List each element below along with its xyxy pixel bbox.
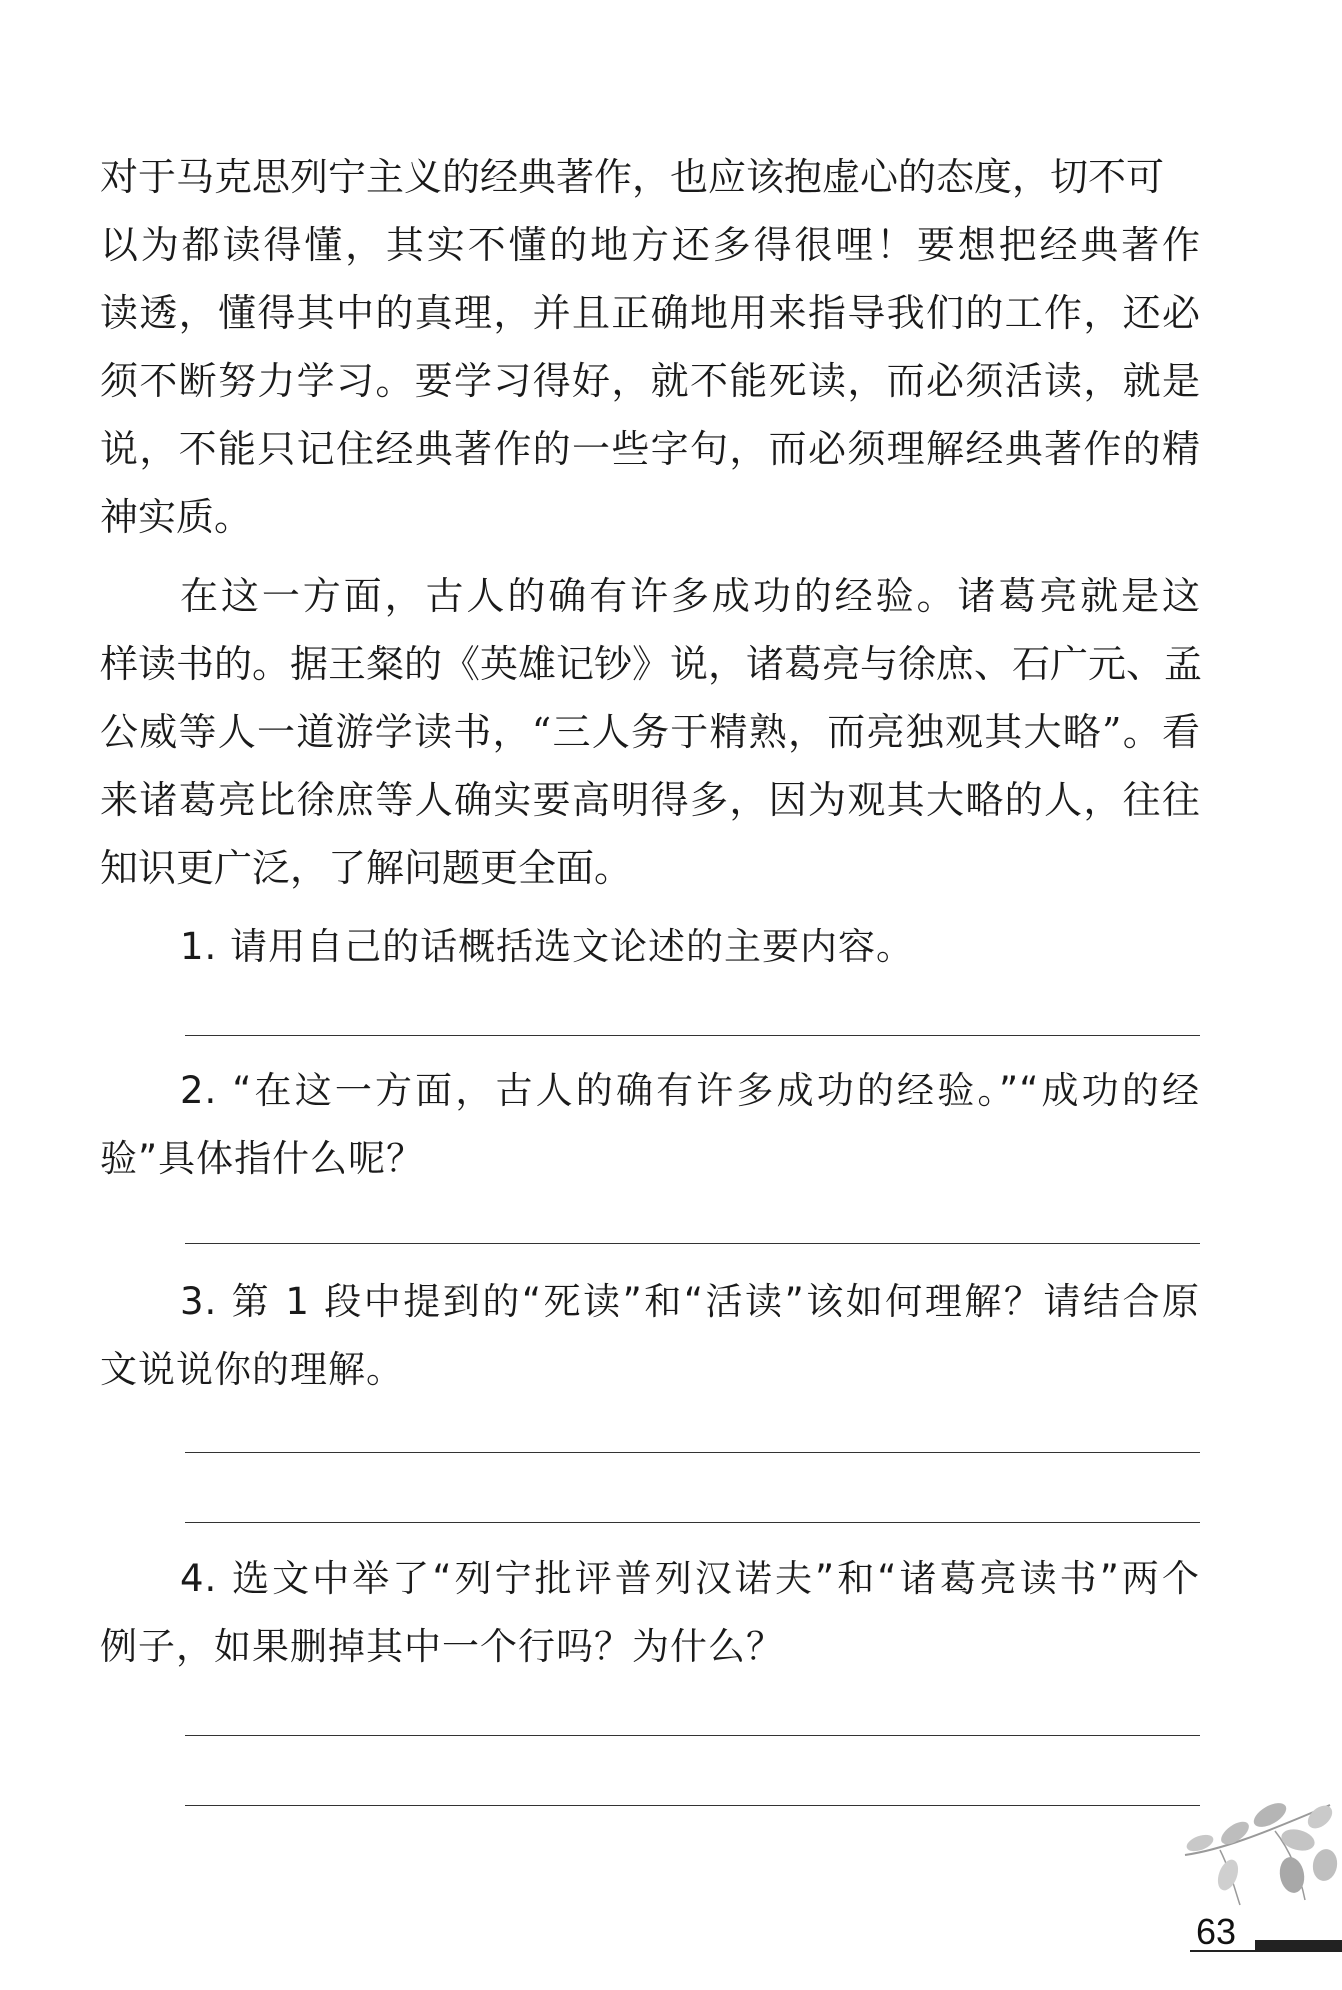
passage-p1-line-1: 对于马克思列宁主义的经典著作，也应该抱虚心的态度，切不可 xyxy=(100,155,1165,199)
passage-p2-line-3: 公威等人一道游学读书，“三人务于精熟，而亮独观其大略”。看 xyxy=(100,710,1200,754)
passage-p1-line-2: 以为都读得懂，其实不懂的地方还多得很哩！要想把经典著作 xyxy=(100,223,1200,267)
leaf-branch-icon xyxy=(1180,1795,1342,1915)
passage-p2-line-4: 来诸葛亮比徐庶等人确实要高明得多，因为观其大略的人，往往 xyxy=(100,778,1200,822)
question-2-line-2: 验”具体指什么呢？ xyxy=(100,1137,425,1180)
question-4-line-1: 4. 选文中举了“列宁批评普列汉诺夫”和“诸葛亮读书”两个 xyxy=(180,1557,1200,1600)
footer-bar xyxy=(1255,1940,1342,1951)
passage-p1-line-3: 读透，懂得其中的真理，并且正确地用来指导我们的工作，还必 xyxy=(100,291,1200,335)
passage-p1-line-4: 须不断努力学习。要学习得好，就不能死读，而必须活读，就是 xyxy=(100,359,1200,403)
page-number: 63 xyxy=(1196,1911,1237,1952)
passage-p2-line-1: 在这一方面，古人的确有许多成功的经验。诸葛亮就是这 xyxy=(180,574,1200,618)
passage-p1-line-6: 神实质。 xyxy=(100,495,253,539)
question-3-line-1: 3. 第 1 段中提到的“死读”和“活读”该如何理解？请结合原 xyxy=(180,1280,1200,1323)
answer-line-q4-1[interactable] xyxy=(185,1735,1200,1736)
passage-p2-line-5: 知识更广泛，了解问题更全面。 xyxy=(100,846,633,890)
answer-line-q4-2[interactable] xyxy=(185,1805,1200,1806)
passage-p2-line-2: 样读书的。据王粲的《英雄记钞》说，诸葛亮与徐庶、石广元、孟 xyxy=(100,642,1203,686)
answer-line-q2[interactable] xyxy=(185,1243,1200,1244)
passage-p1-line-5: 说，不能只记住经典著作的一些字句，而必须理解经典著作的精 xyxy=(100,427,1200,471)
question-3-line-2: 文说说你的理解。 xyxy=(100,1348,404,1391)
answer-line-q3-2[interactable] xyxy=(185,1522,1200,1523)
question-1-text: 1. 请用自己的话概括选文论述的主要内容。 xyxy=(180,925,915,968)
answer-line-q1[interactable] xyxy=(185,1035,1200,1036)
question-4-line-2: 例子，如果删掉其中一个行吗？为什么？ xyxy=(100,1625,784,1668)
answer-line-q3-1[interactable] xyxy=(185,1452,1200,1453)
question-2-line-1: 2. “在这一方面，古人的确有许多成功的经验。”“成功的经 xyxy=(180,1069,1200,1112)
